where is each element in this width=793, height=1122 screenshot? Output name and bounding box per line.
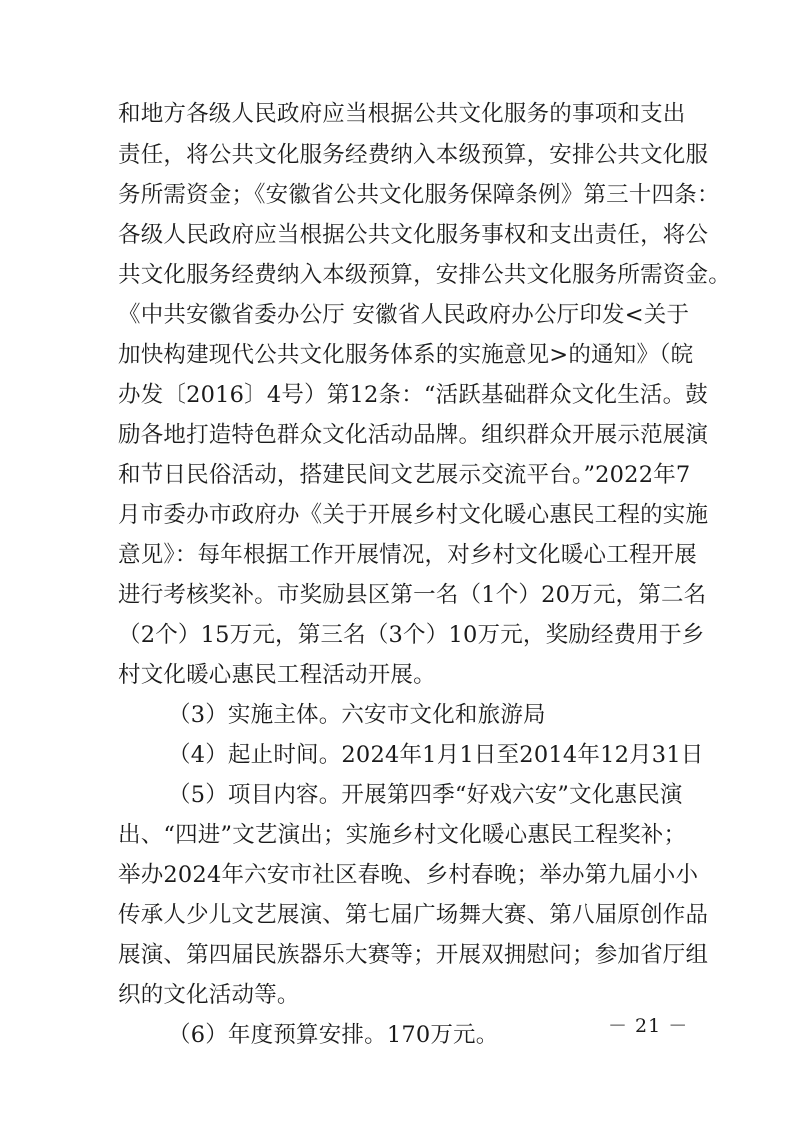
section-item-5: （5）项目内容。开展第四季“好戏六安”文化惠民演 [168,782,683,808]
section-item-6: （6）年度预算安排。170万元。 [168,1022,499,1048]
body-text-line: 和节日民俗活动，搭建民间文艺展示交流平台。”2022年7 [118,462,691,488]
body-text-line: 各级人民政府应当根据公共文化服务事权和支出责任，将公 [118,222,709,248]
body-text-line: 进行考核奖补。市奖励县区第一名（1个）20万元，第二名 [118,582,707,608]
body-text-line: 和地方各级人民政府应当根据公共文化服务的事项和支出 [118,101,686,127]
section-item-4: （4）起止时间。2024年1月1日至2014年12月31日 [168,742,704,768]
body-text-line: 办发〔2016〕4号）第12条：“活跃基础群众文化生活。鼓 [118,382,709,408]
body-text-line: 责任，将公共文化服务经费纳入本级预算，安排公共文化服 [118,142,709,168]
section-item-3: （3）实施主体。六安市文化和旅游局 [168,702,546,728]
body-text-line: 加快构建现代公共文化服务体系的实施意见>的通知》（皖 [118,342,694,368]
body-text-line: 出、“四进”文艺演出；实施乡村文化暖心惠民工程奖补； [118,822,687,848]
body-text-line: 共文化服务经费纳入本级预算，安排公共文化服务所需资金。 [118,262,731,288]
body-text-line: 传承人少儿文艺展演、第七届广场舞大赛、第八届原创作品 [118,902,709,928]
page-number: － 21 － [608,1015,689,1037]
body-text-line: 织的文化活动等。 [118,982,300,1008]
body-text-line: 务所需资金；《安徽省公共文化服务保障条例》第三十四条： [118,182,720,208]
body-text-line: 月市委办市政府办《关于开展乡村文化暖心惠民工程的实施 [118,502,709,528]
body-text-line: 励各地打造特色群众文化活动品牌。组织群众开展示范展演 [118,422,709,448]
body-text-line: 展演、第四届民族器乐大赛等；开展双拥慰问；参加省厅组 [118,942,709,968]
body-text-line: 村文化暖心惠民工程活动开展。 [118,662,436,688]
body-text-line: 举办2024年六安市社区春晚、乡村春晚；举办第九届小小 [118,862,699,888]
body-text-line: （2个）15万元，第三名（3个）10万元，奖励经费用于乡 [118,622,705,648]
body-text-line: 意见》：每年根据工作开展情况，对乡村文化暖心工程开展 [118,542,697,568]
body-text-line: 《中共安徽省委办公厅 安徽省人民政府办公厅印发<关于 [118,302,690,328]
